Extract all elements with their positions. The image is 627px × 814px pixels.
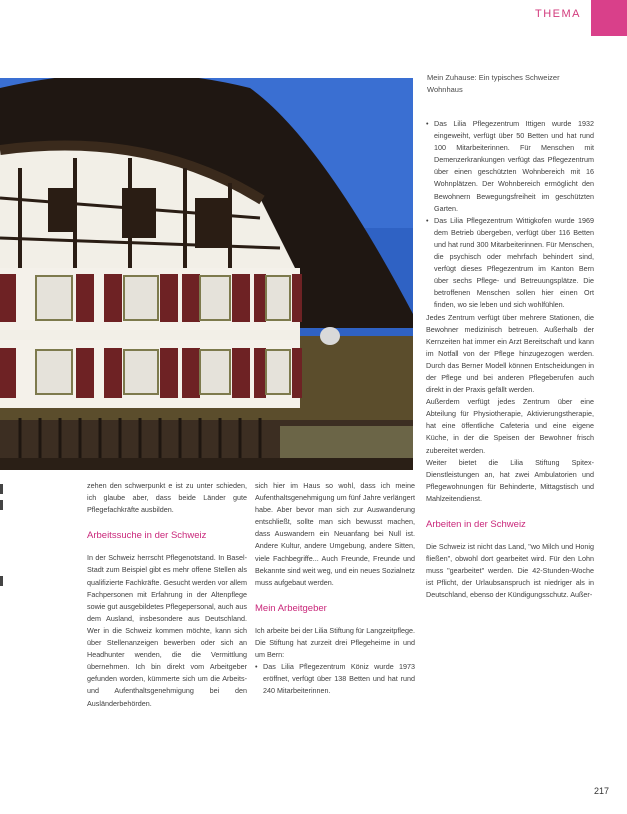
right-bullet-list	[426, 118, 594, 312]
right-body: Die Schweiz ist nicht das Land, "wo Milch und Honig fließen", obwohl dort gearbeitet wird. Für den Lohn muss "gearbeitet" werden. Die 42-Stunden-Woche ist Pflicht, der Urlaubsanspruch ist niedriger als in Deutschland, ebenso der Kündigungsschutz. Außer-	[426, 542, 594, 600]
left-column	[87, 480, 247, 710]
house-photo	[0, 78, 413, 470]
middle-column	[255, 480, 415, 698]
photo-caption: Mein Zuhause: Ein typisches Schweizer Wohnhaus	[427, 73, 560, 94]
middle-heading: Mein Arbeitgeber	[255, 602, 327, 614]
list-item: • Das Lilia Pflegezentrum Köniz wurde 1973 eröffnet, verfügt über 138 Betten und hat rund 240 Mitarbeiterinnen.	[263, 661, 415, 697]
middle-body: Ich arbeite bei der Lilia Stiftung für Langzeitpflege. Die Stiftung hat zurzeit drei Pflegeheime in und um Bern:	[255, 625, 415, 660]
left-intro: zehen den schwerpunkt e ist zu unter schieden, ich glaube aber, dass beide Länder gute Pflegefachkräfte ausbilden.	[87, 481, 247, 515]
right-para-1: Jedes Zentrum verfügt über mehrere Stationen, die Bewohner medizinisch betreuen. Außerhalb der Kernzeiten hat immer ein Arzt Bereitschaft und kann im Notfall von der Pflege hinzugezogen werden. Durch das Berner Modell können Entscheidungen in der Pflege und bei anderen Pflegeberufen auch direkt in der Praxis gefällt werden.	[426, 312, 594, 395]
right-para-2: Außerdem verfügt jedes Zentrum über eine Abteilung für Physiotherapie, Aktivierungstherapie, hat eine öffentliche Cafeteria und eine eigene Küche, in der die Speisen der Bewohner frisch zubereitet werden.	[426, 397, 594, 455]
middle-intro: sich hier im Haus so wohl, dass ich meine Aufenthaltsgenehmigung um fünf Jahre verlängert habe. Aber bevor man sich zur Auswanderung entschließt, sollte man sich bewusst machen, dass Auswandern ein Neuanfang bei Null ist. Andere Kultur, andere Umgebung, andere Sitten, viele Fachbegriffe... Auch Freunde, Freunde und Bekannte sind weit weg, und ein neues Sozialnetz muss aufgebaut werden.	[255, 481, 415, 587]
right-para-3: Weiter bietet die Lilia Stiftung Spitex-Dienstleistungen an, hat zwei Ambulatorien und Pflegewohnungen für Behinderte, Mittagstisch und Mahlzeitendienst.	[426, 457, 594, 503]
header-color-tab	[591, 0, 627, 36]
right-heading: Arbeiten in der Schweiz	[426, 519, 526, 530]
list-item: • Das Lilia Pflegezentrum Wittigkofen wurde 1969 dem Betrieb übergeben, verfügt über 116 Betten und hat rund 300 Mitarbeiterinnen. Für Menschen, die psychisch oder mehrfach behindert sind, verfügt dieses Pflegezentrum im Kanton Bern über sechs Pflege- und Betreuungsplätze. Die betroffenen Menschen sollen hier einen Ort finden, wo sie leben und sich wohlfühlen.	[434, 215, 594, 312]
middle-bullet-list	[255, 661, 415, 697]
edge-mark	[0, 500, 3, 510]
right-column	[426, 118, 594, 602]
left-body: In der Schweiz herrscht Pflegenotstand. In Basel-Stadt zum Beispiel gibt es mehr offene Stellen als qualifizierte Fachkräfte. Gesucht werden vor allem Fachpersonen mit Erfahrung in der Altenpflege sowie gut ausgebildetes Pflegepersonal, auch aus dem Ausland, insbesondere aus Deutschland. Wer in die Schweiz kommen möchte, kann sich über Stellenanzeigen bewerben oder sich an Headhunter wenden, die die Vermittlung übernehmen. Ich bin direkt vom Arbeitgeber gefunden worden, kümmerte sich um die Arbeits- und Aufenthaltsgenehmigung bei den Ausländerbehörden.	[87, 553, 247, 708]
page-number: 217	[593, 786, 609, 796]
edge-mark	[0, 484, 3, 494]
list-item: • Das Lilia Pflegezentrum Ittigen wurde 1932 eingeweiht, verfügt über 50 Betten und hat rund 100 Mitarbeiterinnen. Für Menschen mit Demenzerkrankungen verfügt das Pflegezentrum über einen geschützten Wohnbereich mit 16 Wohnplätzen. Der Wohnbereich ermöglicht den Bewohnern Bewegungsfreiheit im geschützten Garten.	[434, 118, 594, 215]
edge-mark	[0, 576, 3, 586]
left-heading: Arbeitssuche in der Schweiz	[87, 530, 207, 542]
header-label: THEMA	[535, 8, 581, 20]
